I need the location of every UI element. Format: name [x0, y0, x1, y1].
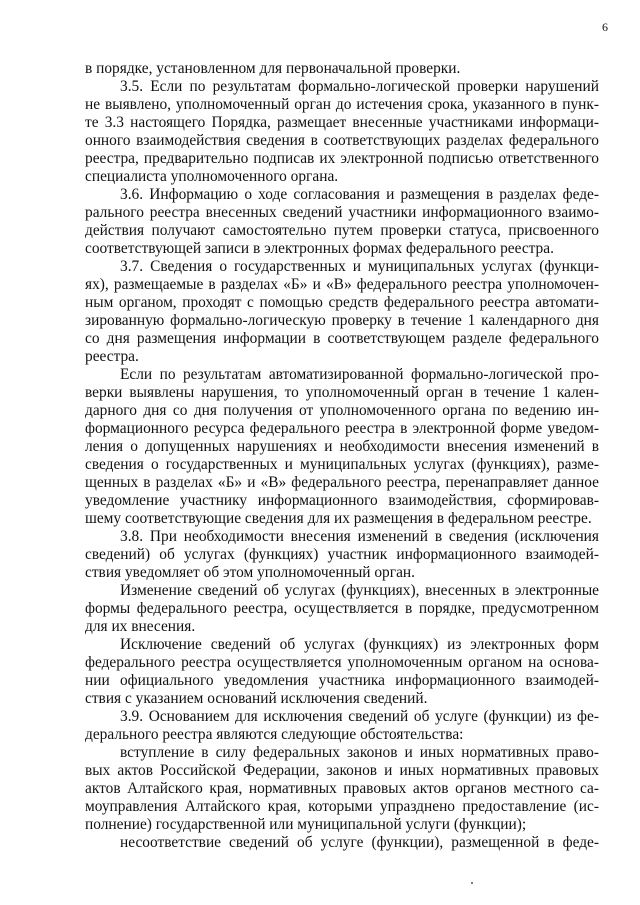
text-line: шему соответствующие сведения для их размещения в федеральном реестре.: [85, 510, 592, 527]
text-line: рального реестра внесенных сведений участники информационного взаимо-: [85, 204, 599, 221]
text-line: 3.5. Если по результатам формально-логической проверки нарушений: [120, 78, 599, 95]
page-number: 6: [602, 20, 608, 34]
text-line: дерального реестра являются следующие обстоятельства:: [85, 726, 464, 743]
text-line: полнение) государственной или муниципальной услуги (функции);: [85, 816, 527, 833]
text-line: ствия с указанием оснований исключения сведений.: [85, 690, 428, 707]
text-line: нии официального уведомления участника информационного взаимодей-: [85, 672, 599, 689]
scan-artifact: [471, 882, 473, 884]
text-line: реестра, предварительно подписав их электронной подписью ответственного: [85, 150, 599, 167]
text-line: актов Алтайского края, нормативных правовых актов органов местного са-: [85, 780, 599, 797]
text-line: Если по результатам автоматизированной формально-логической про-: [120, 366, 599, 383]
text-line: щенных в разделах «Б» и «В» федерального реестра, перенаправляет данное: [85, 474, 599, 491]
text-line: моуправления Алтайского края, которыми упразднено предоставление (ис-: [85, 798, 599, 815]
text-line: действия получают самостоятельно путем проверки статуса, присвоенного: [85, 222, 599, 239]
text-line: уведомление участнику информационного взаимодействия, сформировав-: [85, 492, 599, 509]
text-line: ях), размещаемые в разделах «Б» и «В» федерального реестра уполномочен-: [85, 276, 599, 293]
text-line: Исключение сведений об услугах (функциях) из электронных форм: [120, 636, 599, 653]
text-line: зированную формально-логическую проверку в течение 1 календарного дня: [85, 312, 599, 329]
text-line: специалиста уполномоченного органа.: [85, 168, 339, 185]
text-line: формы федерального реестра, осуществляется в порядке, предусмотренном: [85, 600, 599, 617]
text-line: Изменение сведений об услугах (функциях), внесенных в электронные: [120, 582, 599, 599]
text-line: те 3.3 настоящего Порядка, размещает внесенные участниками информаци-: [85, 114, 599, 131]
text-line: ным органом, проходят с помощью средств федерального реестра автомати-: [85, 294, 599, 311]
text-line: для их внесения.: [85, 618, 196, 635]
text-line: 3.8. При необходимости внесения изменений в сведения (исключения: [120, 528, 599, 545]
text-line: соответствующей записи в электронных формах федерального реестра.: [85, 240, 554, 257]
text-line: несоответствие сведений об услуге (функции), размещенной в феде-: [120, 834, 599, 851]
text-line: со дня размещения информации в соответствующем разделе федерального: [85, 330, 599, 347]
text-line: федерального реестра осуществляется уполномоченным органом на основа-: [85, 654, 599, 671]
text-line: сведения о государственных и муниципальных услугах (функциях), разме-: [85, 456, 599, 473]
text-line: 3.7. Сведения о государственных и муниципальных услугах (функци-: [120, 258, 599, 275]
text-line: не выявлено, уполномоченный орган до истечения срока, указанного в пунк-: [85, 96, 599, 113]
text-line: ления о допущенных нарушениях и необходимости внесения изменений в: [85, 438, 599, 455]
text-line: дарного дня со дня получения от уполномоченного органа по ведению ин-: [85, 402, 599, 419]
text-line: онного взаимодействия сведения в соответствующих разделах федерального: [85, 132, 599, 149]
text-line: 3.6. Информацию о ходе согласования и размещения в разделах феде-: [120, 186, 599, 203]
text-line: вступление в силу федеральных законов и иных нормативных право-: [120, 744, 599, 761]
text-line: реестра.: [85, 348, 139, 365]
text-line: верки выявлены нарушения, то уполномоченный орган в течение 1 кален-: [85, 384, 599, 401]
text-line: ствия уведомляет об этом уполномоченный орган.: [85, 564, 415, 581]
text-line: в порядке, установленном для первоначальной проверки.: [85, 60, 461, 77]
text-line: сведений) об услугах (функциях) участник информационного взаимодей-: [85, 546, 599, 563]
text-line: вых актов Российской Федерации, законов и иных нормативных правовых: [85, 762, 599, 779]
text-line: 3.9. Основанием для исключения сведений об услуге (функции) из фе-: [120, 708, 599, 725]
text-line: формационного ресурса федерального реестра в электронной форме уведом-: [85, 420, 599, 437]
